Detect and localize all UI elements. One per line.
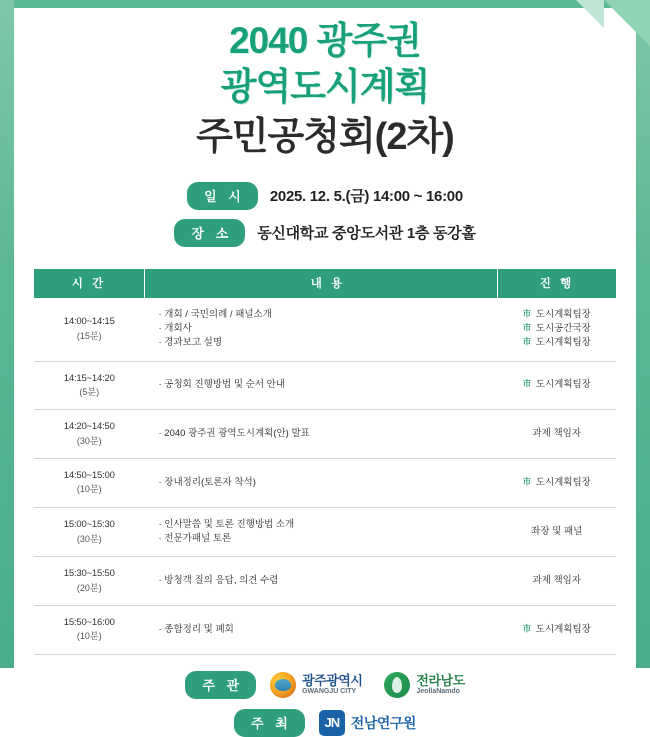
row-host-cell — [498, 606, 617, 655]
row-time-cell — [34, 361, 145, 410]
table-row — [34, 459, 616, 508]
header-content: 내 용 — [145, 269, 498, 298]
row-content-cell — [145, 298, 498, 361]
date-label-pill: 일 시 — [187, 182, 258, 210]
gwangju-emblem-icon — [270, 672, 296, 698]
title-line-2: 광역도시계획 — [220, 66, 430, 108]
gwangju-logo — [270, 672, 362, 698]
row-host-line: 市 도시계획팀장 — [522, 476, 591, 488]
schedule-header-row — [34, 269, 616, 298]
date-value: 2025. 12. 5.(금) 14:00 ~ 16:00 — [269, 188, 463, 206]
row-time: 14:00~14:15 — [63, 316, 115, 328]
row-time-cell — [34, 507, 145, 557]
table-row — [34, 298, 616, 361]
host-logo-group — [270, 672, 465, 698]
row-host-line: 과제 책임자 — [532, 575, 582, 587]
row-host-line: 과제 책임자 — [532, 428, 582, 440]
row-time-cell — [34, 410, 145, 459]
row-content-cell — [145, 459, 498, 508]
jni-name-ko: 전남연구원 — [350, 714, 416, 731]
footer-block — [34, 671, 616, 737]
title-block — [34, 0, 616, 162]
row-host-line: 市 도시계획팀장 — [522, 378, 591, 391]
schedule-table-body — [34, 298, 616, 655]
row-duration: (10분) — [76, 484, 102, 495]
row-time-cell — [34, 557, 145, 606]
jeonnam-name-ko: 전라남도 — [416, 673, 465, 689]
row-content-cell — [145, 507, 498, 557]
row-duration: (10분) — [76, 631, 102, 642]
jeonnam-logo-text — [416, 674, 464, 695]
row-time: 15:30~15:50 — [63, 568, 115, 580]
row-content-line: · 2040 광주권 광역도시계획(안) 발표 — [158, 428, 310, 440]
event-place-row — [174, 219, 475, 247]
row-content-line: · 경과보고 설명 — [158, 337, 223, 349]
event-info-block — [34, 182, 616, 247]
row-content-line: · 개회 / 국민의례 / 패널소개 — [158, 308, 272, 320]
row-duration: (20분) — [76, 582, 102, 593]
table-row — [34, 410, 616, 459]
jeonnam-emblem-icon — [384, 672, 410, 698]
row-content-line: · 방청객 질의 응답, 의견 수렴 — [158, 575, 279, 587]
row-time-cell — [34, 298, 145, 361]
row-host-line: 市 도시계획팀장 — [522, 308, 591, 320]
organizer-row — [234, 709, 416, 737]
organizer-label-pill: 주 최 — [234, 709, 305, 737]
row-content-line: · 인사말씀 및 토론 진행방법 소개 — [158, 518, 295, 530]
row-content-line: · 전문가패널 토론 — [158, 533, 232, 545]
row-duration: (15분) — [76, 330, 102, 341]
host-label-pill: 주 관 — [185, 671, 256, 699]
row-content-cell — [145, 606, 498, 655]
title-line-3: 주민공청회(2차) — [196, 115, 454, 158]
header-host: 진 행 — [498, 269, 617, 298]
row-duration: (30분) — [76, 435, 102, 446]
schedule-table-head — [34, 269, 616, 298]
host-row — [185, 671, 464, 699]
row-host-cell — [498, 557, 617, 606]
row-time: 14:15~14:20 — [63, 372, 115, 384]
row-content-cell — [145, 361, 498, 410]
table-row — [34, 361, 616, 410]
row-duration: (5분) — [79, 386, 100, 397]
row-host-cell — [498, 361, 617, 410]
row-time-cell — [34, 606, 145, 655]
row-time: 14:50~15:00 — [63, 470, 115, 482]
gwangju-name-ko: 광주광역시 — [302, 673, 363, 689]
row-host-line: 市 도시계획팀장 — [522, 623, 591, 635]
row-host-cell — [498, 410, 617, 459]
row-content-cell — [145, 557, 498, 606]
row-host-line: 좌장 및 패널 — [531, 526, 583, 538]
jeonnam-name-en: JeollaNamdo — [416, 688, 460, 696]
table-row — [34, 606, 616, 655]
row-time: 15:00~15:30 — [63, 519, 115, 531]
schedule-table — [34, 269, 616, 655]
row-host-line: 市 도시계획팀장 — [522, 336, 591, 349]
row-duration: (30분) — [76, 533, 102, 544]
jni-logo — [319, 710, 416, 736]
row-time: 14:20~14:50 — [63, 421, 115, 433]
row-content-cell — [145, 410, 498, 459]
row-host-cell — [498, 298, 617, 361]
row-content-line: · 장내정리(토론자 착석) — [158, 476, 256, 488]
row-content-line: · 개회사 — [158, 323, 192, 335]
table-row — [34, 507, 616, 557]
jeonnam-logo — [384, 672, 464, 698]
place-label-pill: 장 소 — [174, 219, 245, 247]
row-host-cell — [498, 507, 617, 557]
header-time: 시 간 — [34, 269, 145, 298]
row-time: 15:50~16:00 — [63, 617, 115, 629]
row-time-cell — [34, 459, 145, 508]
row-host-line: 市 도시공간국장 — [522, 322, 591, 335]
place-value: 동신대학교 중앙도서관 1층 동강홀 — [257, 225, 476, 243]
row-content-line: · 공청회 진행방법 및 순서 안내 — [158, 379, 285, 391]
row-content-line: · 종합정리 및 폐회 — [158, 623, 234, 635]
gwangju-name-en: GWANGJU CITY — [302, 688, 357, 696]
table-row — [34, 557, 616, 606]
gwangju-logo-text — [302, 674, 362, 695]
event-date-row — [187, 182, 463, 210]
jni-logo-icon: JN — [319, 710, 345, 736]
title-line-1: 2040 광주권 — [229, 20, 421, 61]
row-host-cell — [498, 459, 617, 508]
